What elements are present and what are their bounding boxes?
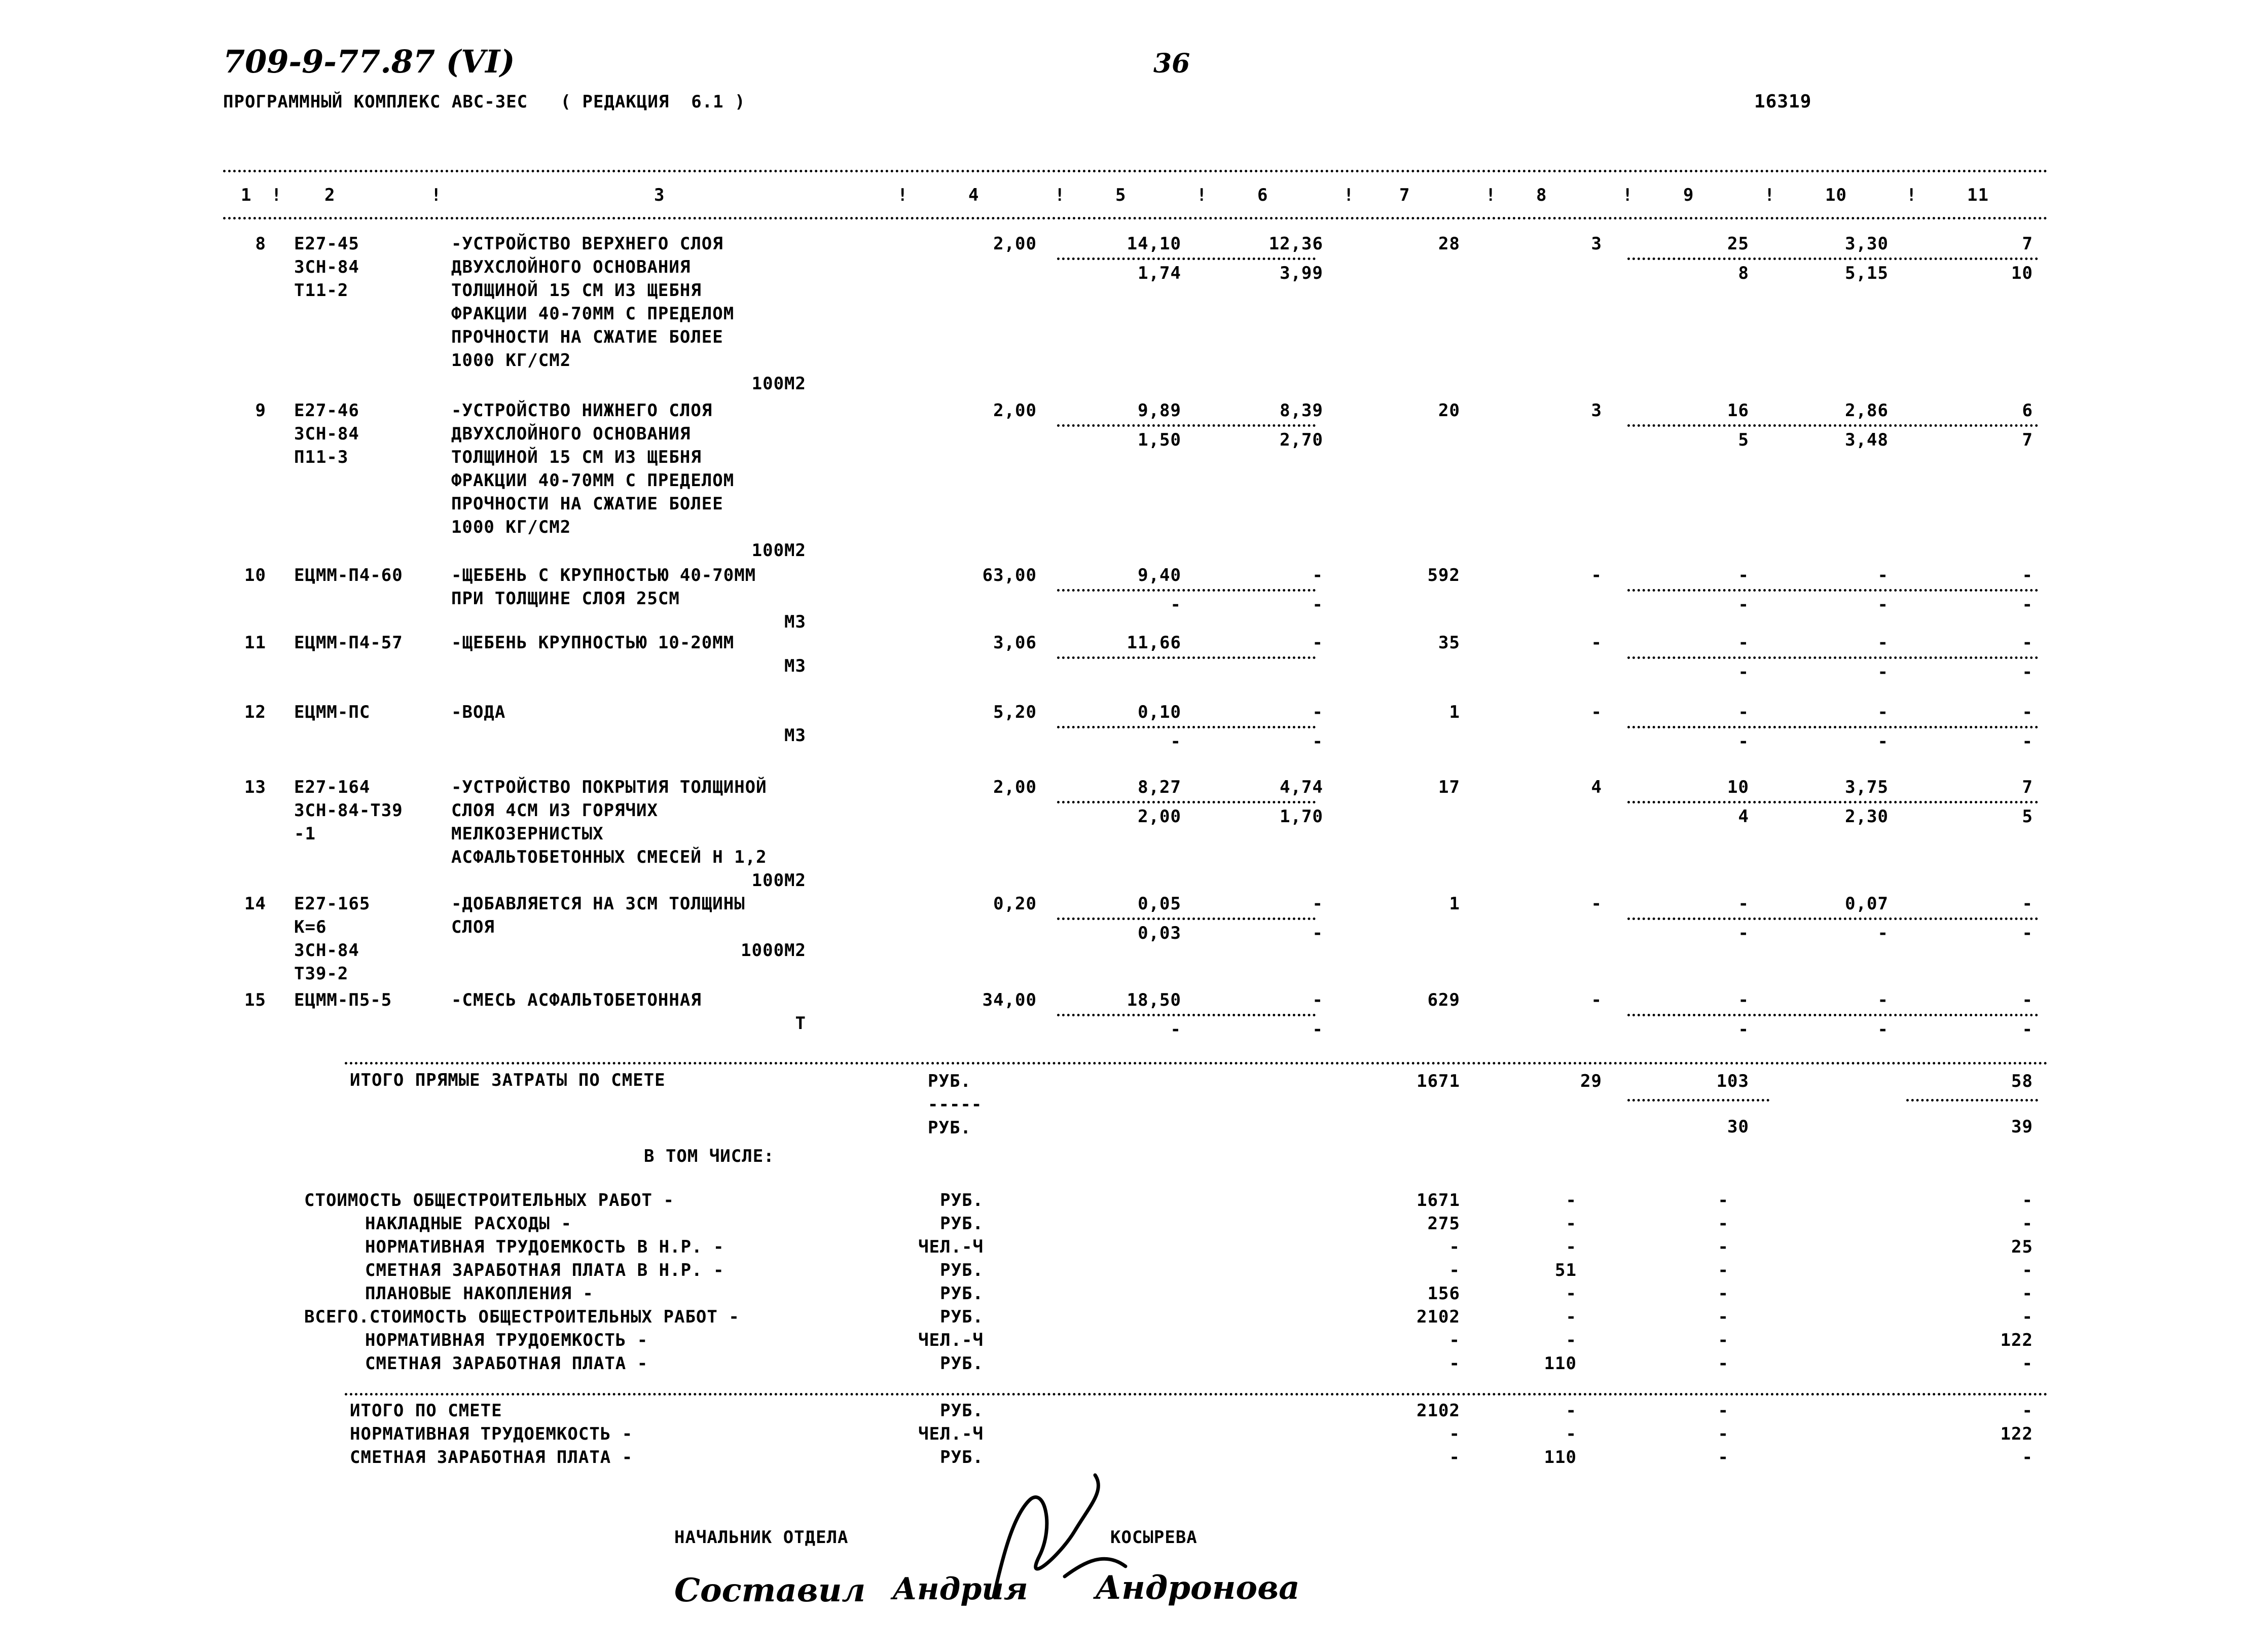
entry-unit: 100М2 — [751, 870, 806, 891]
column-header-7: 7 — [1399, 185, 1410, 205]
final-separator — [345, 1393, 2048, 1396]
entry-col-5: 11,66 — [1127, 633, 1181, 653]
entry-col-9: 10 — [1727, 777, 1749, 797]
final-col-11: 122 — [2000, 1424, 2033, 1444]
entry-description: ФРАКЦИИ 40-70ММ С ПРЕДЕЛОМ — [451, 304, 735, 324]
entry-code: ЕЦММ-П4-60 — [294, 565, 403, 585]
entry-col-10: 2,86 — [1845, 400, 1889, 421]
column-header-10: 10 — [1825, 185, 1847, 205]
entry-col-8: - — [1591, 894, 1602, 914]
entry-code: ЕЦММ-П4-57 — [294, 633, 403, 653]
table-top-border — [223, 170, 2048, 172]
entry-col-11: - — [2022, 894, 2033, 914]
entry-unit: М3 — [784, 612, 806, 632]
final-col-11: - — [2022, 1447, 2033, 1467]
entry-description: СЛОЯ — [451, 917, 495, 937]
entry-col-6: - — [1312, 894, 1323, 914]
column-header-4: 4 — [968, 185, 979, 205]
sub-dash-line — [1627, 656, 2038, 659]
entry-col-7: 592 — [1427, 565, 1460, 585]
column-divider: ! — [897, 185, 909, 205]
entry-code: П11-3 — [294, 447, 349, 467]
entry-col-11: 7 — [2022, 234, 2033, 254]
sub-dash-line — [1627, 917, 2038, 920]
entry-col-11: - — [2022, 990, 2033, 1010]
entry-col-9-sub: - — [1738, 731, 1749, 752]
direct-costs-col-8: 29 — [1580, 1071, 1602, 1091]
entry-col-5-sub: 1,50 — [1138, 430, 1181, 450]
entry-col-9-sub: 8 — [1738, 263, 1749, 283]
final-label: СМЕТНАЯ ЗАРАБОТНАЯ ПЛАТА - — [350, 1447, 633, 1467]
entry-col-5-sub: 1,74 — [1138, 263, 1181, 283]
entry-col-6: - — [1312, 702, 1323, 722]
entry-col-10: - — [1877, 633, 1889, 653]
breakdown-col-11: - — [2022, 1283, 2033, 1304]
breakdown-label: СМЕТНАЯ ЗАРАБОТНАЯ ПЛАТА - — [365, 1353, 648, 1374]
entry-number: 11 — [244, 633, 266, 653]
breakdown-unit: ЧЕЛ.-Ч — [918, 1237, 984, 1257]
breakdown-col-11: - — [2022, 1190, 2033, 1210]
entry-col-6-sub: - — [1312, 731, 1323, 752]
breakdown-col-9: - — [1718, 1283, 1729, 1304]
entry-code: 3СН-84-Т39 — [294, 800, 403, 821]
entry-col-11-sub: - — [2022, 595, 2033, 615]
column-divider: ! — [1485, 185, 1497, 205]
column-header-3: 3 — [654, 185, 665, 205]
breakdown-col-7: - — [1449, 1353, 1460, 1374]
breakdown-col-7: 2102 — [1417, 1307, 1460, 1327]
entry-number: 12 — [244, 702, 266, 722]
entry-col-5: 8,27 — [1138, 777, 1181, 797]
entry-col-6-sub: - — [1312, 595, 1323, 615]
breakdown-label: ПЛАНОВЫЕ НАКОПЛЕНИЯ - — [365, 1283, 594, 1304]
sub-dash-line — [1627, 801, 2038, 803]
entry-col-5: 18,50 — [1127, 990, 1181, 1010]
breakdown-col-8: - — [1566, 1190, 1577, 1210]
sub-dash-line — [1057, 258, 1316, 260]
entry-description: -УСТРОЙСТВО НИЖНЕГО СЛОЯ — [451, 400, 713, 421]
column-divider: ! — [1196, 185, 1208, 205]
entry-col-10: 3,75 — [1845, 777, 1889, 797]
final-col-9: - — [1718, 1424, 1729, 1444]
sub-dash-line — [1057, 424, 1316, 427]
breakdown-col-8: - — [1566, 1237, 1577, 1257]
entry-description: -УСТРОЙСТВО ВЕРХНЕГО СЛОЯ — [451, 234, 723, 254]
direct-costs-col-9-sub: 30 — [1727, 1117, 1749, 1137]
entry-col-11-sub: - — [2022, 923, 2033, 943]
breakdown-unit: РУБ. — [940, 1260, 984, 1280]
entry-col-5: 0,10 — [1138, 702, 1181, 722]
entry-col-5-sub: 2,00 — [1138, 806, 1181, 827]
breakdown-label: СТОИМОСТЬ ОБЩЕСТРОИТЕЛЬНЫХ РАБОТ - — [304, 1190, 674, 1210]
entry-col-6-sub: 2,70 — [1280, 430, 1323, 450]
entry-col-6-sub: 3,99 — [1280, 263, 1323, 283]
final-col-8: - — [1566, 1401, 1577, 1421]
entry-col-5-sub: 0,03 — [1138, 923, 1181, 943]
entry-col-5: 14,10 — [1127, 234, 1181, 254]
entry-code: К=6 — [294, 917, 327, 937]
totals-separator — [345, 1062, 2048, 1064]
entry-col-9: 25 — [1727, 234, 1749, 254]
direct-costs-col-11-sub: 39 — [2011, 1117, 2033, 1137]
column-header-5: 5 — [1115, 185, 1127, 205]
breakdown-col-8: - — [1566, 1214, 1577, 1234]
entry-code: Т39-2 — [294, 964, 349, 984]
entry-code: ЕЦММ-ПС — [294, 702, 371, 722]
entry-col-9: 16 — [1727, 400, 1749, 421]
entry-col-7: 17 — [1438, 777, 1460, 797]
direct-costs-label: ИТОГО ПРЯМЫЕ ЗАТРАТЫ ПО СМЕТЕ — [350, 1070, 666, 1090]
final-col-11: - — [2022, 1401, 2033, 1421]
entry-col-5-sub: - — [1170, 595, 1181, 615]
breakdown-label: ВСЕГО.СТОИМОСТЬ ОБЩЕСТРОИТЕЛЬНЫХ РАБОТ - — [304, 1307, 740, 1327]
breakdown-col-7: - — [1449, 1237, 1460, 1257]
column-divider: ! — [1055, 185, 1066, 205]
entry-col-10-sub: - — [1877, 662, 1889, 682]
column-divider: ! — [431, 185, 442, 205]
entry-col-8: - — [1591, 565, 1602, 585]
entry-code: ЕЦММ-П5-5 — [294, 990, 392, 1010]
entry-col-5-sub: - — [1170, 1019, 1181, 1040]
breakdown-col-8: 110 — [1544, 1353, 1577, 1374]
breakdown-unit: РУБ. — [940, 1214, 984, 1234]
entry-col-10-sub: - — [1877, 923, 1889, 943]
entry-col-8: 3 — [1591, 400, 1602, 421]
final-col-7: 2102 — [1417, 1401, 1460, 1421]
breakdown-col-8: - — [1566, 1283, 1577, 1304]
breakdown-col-7: 1671 — [1417, 1190, 1460, 1210]
final-unit: РУБ. — [940, 1401, 984, 1421]
column-header-11: 11 — [1967, 185, 1989, 205]
entry-code: Т11-2 — [294, 280, 349, 301]
breakdown-col-9: - — [1718, 1260, 1729, 1280]
sub-dash-line — [1627, 258, 2038, 260]
entry-col-6-sub: 1,70 — [1280, 806, 1323, 827]
entry-description: СЛОЯ 4СМ ИЗ ГОРЯЧИХ — [451, 800, 658, 821]
breakdown-col-9: - — [1718, 1190, 1729, 1210]
compiled-by-name: Андронова — [1095, 1569, 1300, 1607]
page-number: 36 — [1153, 48, 1190, 79]
entry-description: -ДОБАВЛЯЕТСЯ НА 3СМ ТОЛЩИНЫ — [451, 894, 745, 914]
entry-col-9: - — [1738, 565, 1749, 585]
entry-col-10: - — [1877, 990, 1889, 1010]
signature-handwriting: Андрия — [892, 1571, 1028, 1607]
entry-col-6: 4,74 — [1280, 777, 1323, 797]
doc-reference: 709-9-77.87 (VI) — [223, 43, 515, 80]
entry-description: ДВУХСЛОЙНОГО ОСНОВАНИЯ — [451, 424, 691, 444]
entry-col-8: 3 — [1591, 234, 1602, 254]
final-col-9: - — [1718, 1447, 1729, 1467]
column-header-6: 6 — [1257, 185, 1268, 205]
entry-description: -ЩЕБЕНЬ С КРУПНОСТЬЮ 40-70ММ — [451, 565, 756, 585]
column-header-2: 2 — [324, 185, 336, 205]
entry-col-11-sub: 5 — [2022, 806, 2033, 827]
entry-quantity: 5,20 — [993, 702, 1037, 722]
column-header-8: 8 — [1536, 185, 1547, 205]
entry-col-6: - — [1312, 565, 1323, 585]
entry-unit: Т — [795, 1013, 806, 1034]
column-header-9: 9 — [1683, 185, 1694, 205]
head-of-department-name: КОСЫРЕВА — [1110, 1527, 1197, 1548]
entry-number: 13 — [244, 777, 266, 797]
breakdown-col-11: - — [2022, 1353, 2033, 1374]
breakdown-unit: РУБ. — [940, 1307, 984, 1327]
entry-col-7: 28 — [1438, 234, 1460, 254]
final-col-9: - — [1718, 1401, 1729, 1421]
breakdown-col-9: - — [1718, 1237, 1729, 1257]
breakdown-col-9: - — [1718, 1353, 1729, 1374]
final-col-7: - — [1449, 1424, 1460, 1444]
entry-col-10-sub: 3,48 — [1845, 430, 1889, 450]
entry-quantity: 3,06 — [993, 633, 1037, 653]
entry-col-11: - — [2022, 633, 2033, 653]
final-col-8: - — [1566, 1424, 1577, 1444]
breakdown-label: НАКЛАДНЫЕ РАСХОДЫ - — [365, 1214, 572, 1234]
direct-costs-sub-dash — [1627, 1099, 1769, 1102]
entry-col-9-sub: - — [1738, 1019, 1749, 1040]
entry-quantity: 0,20 — [993, 894, 1037, 914]
entry-col-7: 629 — [1427, 990, 1460, 1010]
final-col-8: 110 — [1544, 1447, 1577, 1467]
column-divider: ! — [1764, 185, 1775, 205]
entry-col-11-sub: - — [2022, 731, 2033, 752]
breakdown-col-8: 51 — [1555, 1260, 1577, 1280]
entry-description: ТОЛЩИНОЙ 15 СМ ИЗ ЩЕБНЯ — [451, 447, 702, 467]
breakdown-unit: РУБ. — [940, 1353, 984, 1374]
sub-dash-line — [1627, 424, 2038, 427]
direct-costs-sub-dash — [1906, 1099, 2038, 1102]
sub-dash-line — [1627, 589, 2038, 592]
entry-col-8: 4 — [1591, 777, 1602, 797]
entry-col-5: 9,89 — [1138, 400, 1181, 421]
entry-col-8: - — [1591, 702, 1602, 722]
entry-code: Е27-165 — [294, 894, 371, 914]
breakdown-label: НОРМАТИВНАЯ ТРУДОЕМКОСТЬ В Н.Р. - — [365, 1237, 724, 1257]
entry-col-11: - — [2022, 565, 2033, 585]
entry-description: ПРИ ТОЛЩИНЕ СЛОЯ 25СМ — [451, 589, 680, 609]
entry-col-9: - — [1738, 990, 1749, 1010]
entry-description: МЕЛКОЗЕРНИСТЫХ — [451, 824, 604, 844]
breakdown-col-8: - — [1566, 1330, 1577, 1350]
head-of-department-label: НАЧАЛЬНИК ОТДЕЛА — [674, 1527, 849, 1548]
final-unit: РУБ. — [940, 1447, 984, 1467]
final-label: НОРМАТИВНАЯ ТРУДОЕМКОСТЬ - — [350, 1424, 633, 1444]
entry-description: ПРОЧНОСТИ НА СЖАТИЕ БОЛЕЕ — [451, 494, 723, 514]
entry-col-10: 3,30 — [1845, 234, 1889, 254]
column-header-1: 1 — [241, 185, 252, 205]
entry-number: 8 — [255, 234, 266, 254]
entry-col-10-sub: 2,30 — [1845, 806, 1889, 827]
final-unit: ЧЕЛ.-Ч — [918, 1424, 984, 1444]
final-label: ИТОГО ПО СМЕТЕ — [350, 1401, 502, 1421]
entry-number: 14 — [244, 894, 266, 914]
breakdown-col-7: 156 — [1427, 1283, 1460, 1304]
entry-col-10-sub: - — [1877, 731, 1889, 752]
entry-col-11: - — [2022, 702, 2033, 722]
entry-unit: 100М2 — [751, 374, 806, 394]
breakdown-col-9: - — [1718, 1330, 1729, 1350]
compiled-by-label: Составил — [674, 1571, 866, 1609]
entry-col-9-sub: - — [1738, 923, 1749, 943]
breakdown-col-9: - — [1718, 1307, 1729, 1327]
entry-description: -ВОДА — [451, 702, 506, 722]
breakdown-col-11: - — [2022, 1260, 2033, 1280]
entry-col-11-sub: 7 — [2022, 430, 2033, 450]
entry-code: 3СН-84 — [294, 940, 359, 961]
entry-col-6: - — [1312, 990, 1323, 1010]
entry-code: 3СН-84 — [294, 424, 359, 444]
column-divider: ! — [1906, 185, 1917, 205]
breakdown-col-8: - — [1566, 1307, 1577, 1327]
breakdown-col-9: - — [1718, 1214, 1729, 1234]
breakdown-label: СМЕТНАЯ ЗАРАБОТНАЯ ПЛАТА В Н.Р. - — [365, 1260, 724, 1280]
breakdown-col-11: - — [2022, 1307, 2033, 1327]
entry-number: 10 — [244, 565, 266, 585]
entry-code: Е27-46 — [294, 400, 359, 421]
entry-col-9-sub: 5 — [1738, 430, 1749, 450]
entry-code: 3СН-84 — [294, 257, 359, 277]
entry-description: -ЩЕБЕНЬ КРУПНОСТЬЮ 10-20ММ — [451, 633, 735, 653]
entry-number: 15 — [244, 990, 266, 1010]
entry-number: 9 — [255, 400, 266, 421]
direct-costs-unit-divider: ----- — [928, 1094, 983, 1115]
including-label: В ТОМ ЧИСЛЕ: — [644, 1146, 775, 1166]
entry-col-9-sub: - — [1738, 595, 1749, 615]
entry-code: Е27-45 — [294, 234, 359, 254]
sub-dash-line — [1627, 1014, 2038, 1016]
entry-col-9-sub: 4 — [1738, 806, 1749, 827]
entry-col-9-sub: - — [1738, 662, 1749, 682]
final-col-7: - — [1449, 1447, 1460, 1467]
breakdown-col-7: - — [1449, 1260, 1460, 1280]
column-divider: ! — [1622, 185, 1633, 205]
sub-dash-line — [1057, 726, 1316, 728]
breakdown-col-7: - — [1449, 1330, 1460, 1350]
entry-code: Е27-164 — [294, 777, 371, 797]
entry-quantity: 2,00 — [993, 234, 1037, 254]
document-code: 16319 — [1754, 91, 1812, 112]
sub-dash-line — [1627, 726, 2038, 728]
entry-code: -1 — [294, 824, 316, 844]
breakdown-label: НОРМАТИВНАЯ ТРУДОЕМКОСТЬ - — [365, 1330, 648, 1350]
entry-col-8: - — [1591, 990, 1602, 1010]
entry-col-6-sub: - — [1312, 923, 1323, 943]
entry-quantity: 2,00 — [993, 400, 1037, 421]
breakdown-unit: ЧЕЛ.-Ч — [918, 1330, 984, 1350]
breakdown-unit: РУБ. — [940, 1190, 984, 1210]
breakdown-col-7: 275 — [1427, 1214, 1460, 1234]
entry-col-11: 6 — [2022, 400, 2033, 421]
sub-dash-line — [1057, 656, 1316, 659]
entry-col-6: - — [1312, 633, 1323, 653]
breakdown-col-11: 25 — [2011, 1237, 2033, 1257]
sub-dash-line — [1057, 589, 1316, 592]
entry-col-10: - — [1877, 702, 1889, 722]
entry-col-5: 0,05 — [1138, 894, 1181, 914]
direct-costs-unit-2: РУБ. — [928, 1118, 971, 1138]
direct-costs-col-7: 1671 — [1417, 1071, 1460, 1091]
entry-unit: М3 — [784, 656, 806, 676]
entry-col-10: 0,07 — [1845, 894, 1889, 914]
entry-description: 1000 КГ/СМ2 — [451, 350, 571, 371]
entry-col-10-sub: 5,15 — [1845, 263, 1889, 283]
column-divider: ! — [271, 185, 282, 205]
entry-col-11-sub: - — [2022, 662, 2033, 682]
entry-quantity: 63,00 — [982, 565, 1037, 585]
entry-col-6: 8,39 — [1280, 400, 1323, 421]
entry-description: ДВУХСЛОЙНОГО ОСНОВАНИЯ — [451, 257, 691, 277]
entry-col-9: - — [1738, 633, 1749, 653]
entry-col-6: 12,36 — [1268, 234, 1323, 254]
entry-col-7: 1 — [1449, 894, 1460, 914]
breakdown-unit: РУБ. — [940, 1283, 984, 1304]
entry-col-10-sub: - — [1877, 595, 1889, 615]
direct-costs-col-9: 103 — [1716, 1071, 1749, 1091]
entry-col-11-sub: - — [2022, 1019, 2033, 1040]
entry-description: АСФАЛЬТОБЕТОННЫХ СМЕСЕЙ Н 1,2 — [451, 847, 767, 867]
entry-col-9: - — [1738, 894, 1749, 914]
entry-col-5-sub: - — [1170, 731, 1181, 752]
entry-col-5: 9,40 — [1138, 565, 1181, 585]
entry-quantity: 2,00 — [993, 777, 1037, 797]
sub-dash-line — [1057, 801, 1316, 803]
breakdown-col-11: 122 — [2000, 1330, 2033, 1350]
entry-unit: 100М2 — [751, 540, 806, 561]
program-title: ПРОГРАММНЫЙ КОМПЛЕКС АВС-3ЕС ( РЕДАКЦИЯ 6.1 ) — [223, 92, 746, 112]
entry-unit: М3 — [784, 725, 806, 746]
entry-col-7: 1 — [1449, 702, 1460, 722]
entry-description: 1000 КГ/СМ2 — [451, 517, 571, 537]
entry-col-8: - — [1591, 633, 1602, 653]
entry-col-11-sub: 10 — [2011, 263, 2033, 283]
table-header-border — [223, 217, 2048, 219]
entry-col-10-sub: - — [1877, 1019, 1889, 1040]
entry-col-7: 20 — [1438, 400, 1460, 421]
sub-dash-line — [1057, 917, 1316, 920]
entry-description: -УСТРОЙСТВО ПОКРЫТИЯ ТОЛЩИНОЙ — [451, 777, 767, 797]
entry-description: -СМЕСЬ АСФАЛЬТОБЕТОННАЯ — [451, 990, 702, 1010]
entry-description: ФРАКЦИИ 40-70ММ С ПРЕДЕЛОМ — [451, 470, 735, 491]
entry-col-7: 35 — [1438, 633, 1460, 653]
direct-costs-unit: РУБ. — [928, 1071, 971, 1091]
signature-mark — [973, 1470, 1136, 1602]
direct-costs-col-11: 58 — [2011, 1071, 2033, 1091]
entry-quantity: 34,00 — [982, 990, 1037, 1010]
entry-col-10: - — [1877, 565, 1889, 585]
entry-col-6-sub: - — [1312, 1019, 1323, 1040]
entry-description: ПРОЧНОСТИ НА СЖАТИЕ БОЛЕЕ — [451, 327, 723, 347]
sub-dash-line — [1057, 1014, 1316, 1016]
entry-col-9: - — [1738, 702, 1749, 722]
column-divider: ! — [1344, 185, 1355, 205]
breakdown-col-11: - — [2022, 1214, 2033, 1234]
entry-unit: 1000М2 — [741, 940, 806, 961]
entry-description: ТОЛЩИНОЙ 15 СМ ИЗ ЩЕБНЯ — [451, 280, 702, 301]
entry-col-11: 7 — [2022, 777, 2033, 797]
